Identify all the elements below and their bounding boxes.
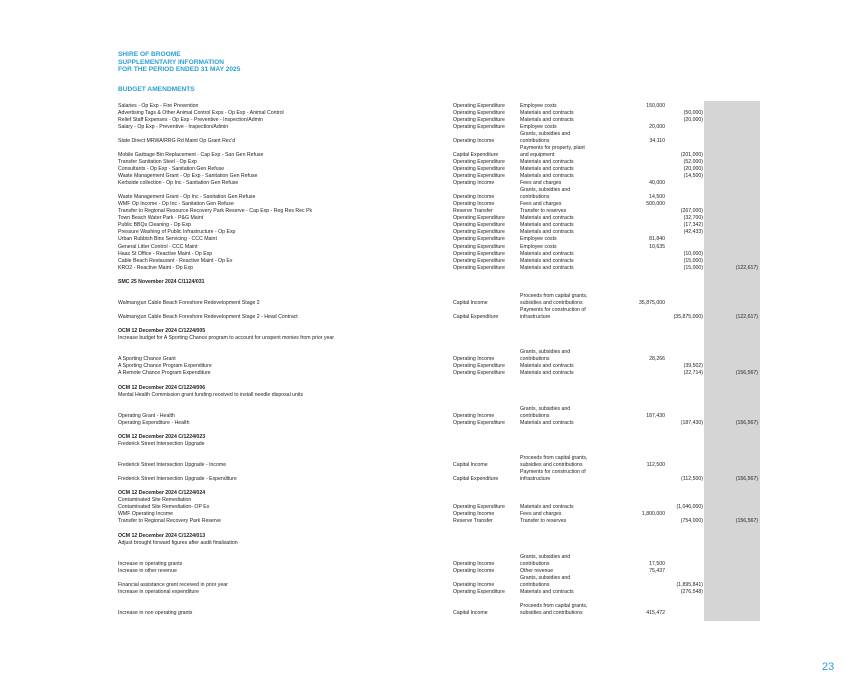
row-classification: Operating Income — [453, 511, 495, 518]
row-running-balance: (156,567) — [735, 370, 758, 377]
row-decrease-amount: (20,000) — [683, 116, 703, 123]
row-category: Materials and contracts — [520, 257, 574, 264]
row-classification: Operating Expenditure — [453, 504, 505, 511]
row-classification: Operating Expenditure — [453, 236, 505, 243]
row-category: infrastructure — [520, 314, 551, 320]
row-classification: Operating Expenditure — [453, 102, 505, 109]
row-classification: Operating Expenditure — [453, 243, 505, 250]
row-category: and equipment — [520, 151, 555, 158]
row-increase-amount: 14,500 — [649, 194, 665, 201]
resolution-heading: OCM 12 December 2024 C/1224/024 — [118, 490, 206, 497]
row-category: Proceeds from capital grants, — [520, 292, 588, 299]
row-increase-amount: 34,110 — [649, 137, 665, 144]
row-description: Operating Expenditure - Health — [118, 419, 190, 426]
row-category: Materials and contracts — [520, 363, 574, 370]
row-category: Materials and contracts — [520, 173, 574, 179]
row-classification: Operating Expenditure — [453, 116, 505, 123]
row-category: contributions — [520, 137, 550, 144]
row-decrease-amount: (754,000) — [680, 518, 703, 525]
row-category: Grants, subsidies and — [520, 553, 571, 560]
row-classification: Capital Expenditure — [453, 151, 499, 158]
row-description: Pressure Washing of Public Infrastructure - Op Exp — [118, 229, 236, 236]
section-title: BUDGET AMENDMENTS — [118, 86, 195, 93]
row-decrease-amount: (14,500) — [683, 173, 703, 179]
row-classification: Operating Income — [453, 201, 495, 208]
row-classification: Reserve Transfer — [453, 208, 493, 215]
row-decrease-amount: (201,000) — [680, 151, 703, 158]
resolution-note: Contaminated Site Remediation — [118, 497, 192, 504]
row-category: Employee costs — [520, 243, 557, 250]
row-category: Fees and charges — [520, 201, 562, 208]
row-decrease-amount: (1,046,000) — [676, 504, 703, 511]
row-increase-amount: 20,000 — [649, 123, 665, 130]
row-decrease-amount: (42,433) — [683, 229, 703, 236]
row-increase-amount: 28,266 — [649, 356, 665, 363]
row-category: Grants, subsidies and — [520, 130, 571, 137]
row-description: Financial assistance grant received in prior year — [118, 581, 228, 588]
row-category: Payments for construction of — [520, 306, 586, 313]
resolution-heading: OCM 12 December 2024 C/1224/006 — [118, 384, 206, 391]
row-category: subsidies and contributions — [520, 462, 583, 469]
row-classification: Operating Expenditure — [453, 250, 505, 257]
row-decrease-amount: (15,000) — [683, 257, 703, 264]
row-running-balance: (122,617) — [735, 314, 758, 320]
row-description: A Sporting Chance Grant — [118, 356, 176, 363]
row-decrease-amount: (15,000) — [683, 264, 703, 271]
row-decrease-amount: (1,895,841) — [676, 581, 703, 588]
row-description: Consultants - Op Exp - Sanitation Gen Refuse — [118, 165, 225, 172]
row-category: Materials and contracts — [520, 222, 574, 229]
row-category: Materials and contracts — [520, 116, 574, 123]
row-category: Transfer to reserves — [520, 518, 567, 525]
row-classification: Operating Expenditure — [453, 370, 505, 377]
row-description: Increase in other revenue — [118, 567, 177, 574]
row-description: A Sporting Chance Program Expenditure — [118, 363, 212, 370]
row-description: Operating Grant - Health — [118, 412, 175, 419]
row-description: Increase in non operating grants — [118, 610, 193, 617]
row-classification: Capital Income — [453, 610, 488, 617]
row-decrease-amount: (276,548) — [680, 588, 703, 595]
row-description: Public BBQs Cleaning - Op Exp — [118, 222, 191, 229]
row-decrease-amount: (52,000) — [683, 158, 703, 165]
row-classification: Operating Income — [453, 581, 495, 588]
row-description: Increase in operating grants — [118, 560, 183, 567]
row-increase-amount: 1,800,000 — [641, 511, 665, 518]
row-category: Materials and contracts — [520, 158, 574, 165]
row-classification: Capital Expenditure — [453, 314, 499, 320]
row-classification: Operating Expenditure — [453, 215, 505, 222]
row-category: subsidies and contributions — [520, 299, 583, 306]
row-description: Advertising Tags & Other Animal Control Exps - Op Exp - Animal Control — [118, 109, 284, 116]
row-increase-amount: 150,000 — [646, 102, 665, 109]
row-decrease-amount: (22,714) — [683, 370, 703, 377]
resolution-note: Adjust brought forward figures after audit finalisation — [118, 539, 238, 546]
resolution-heading: OCM 12 December 2024 C/1224/005 — [118, 328, 206, 335]
row-classification: Operating Expenditure — [453, 165, 505, 172]
row-category: Payments for property, plant — [520, 144, 585, 151]
row-increase-amount: 10,635 — [649, 243, 665, 250]
row-classification: Operating Expenditure — [453, 257, 505, 264]
row-classification: Operating Expenditure — [453, 123, 505, 130]
resolution-heading: SMC 25 November 2024 C/1124/031 — [118, 278, 205, 285]
row-classification: Operating Income — [453, 194, 495, 201]
resolution-heading: OCM 12 December 2024 C/1224/023 — [118, 433, 206, 440]
row-increase-amount: 500,000 — [646, 201, 665, 208]
row-decrease-amount: (187,430) — [680, 419, 703, 426]
row-description: Transfer Sanitation Steel - Op Exp — [118, 158, 197, 165]
row-category: Materials and contracts — [520, 370, 574, 377]
row-classification: Operating Income — [453, 412, 495, 419]
row-increase-amount: 187,430 — [646, 412, 665, 419]
row-category: Proceeds from capital grants, — [520, 603, 588, 610]
row-category: Fees and charges — [520, 180, 562, 187]
resolution-note: Frederick Street Intersection Upgrade — [118, 440, 205, 447]
row-description: Transfer to Regional Resource Recovery Park Reserve - Cap Exp - Reg Res Rec Pk — [118, 208, 313, 215]
row-classification: Operating Expenditure — [453, 109, 505, 116]
balance-column-shading — [704, 101, 760, 621]
row-description: Urban Rubbish Bins Servicing - CCC Maint — [118, 236, 217, 243]
row-decrease-amount: (35,875,000) — [673, 314, 703, 320]
row-category: Grants, subsidies and — [520, 574, 571, 581]
row-decrease-amount: (39,502) — [683, 363, 703, 370]
row-description: Frederick Street Intersection Upgrade - Income — [118, 462, 227, 469]
row-classification: Operating Expenditure — [453, 264, 505, 271]
row-description: Increase in operational expenditure — [118, 588, 200, 595]
row-increase-amount: 35,875,000 — [639, 299, 665, 306]
row-classification: Operating Expenditure — [453, 229, 505, 236]
row-running-balance: (122,617) — [735, 264, 758, 271]
row-description: Contaminated Site Remediation- OP Ex — [118, 504, 210, 511]
row-decrease-amount: (10,000) — [683, 250, 703, 257]
row-category: Materials and contracts — [520, 588, 574, 595]
row-classification: Operating Income — [453, 180, 495, 187]
row-category: subsidies and contributions — [520, 610, 583, 617]
row-increase-amount: 75,437 — [649, 567, 665, 574]
row-description: General Litter Control - CCC Maint — [118, 243, 198, 250]
row-category: contributions — [520, 194, 550, 201]
row-running-balance: (156,567) — [735, 419, 758, 426]
row-running-balance: (156,567) — [735, 476, 758, 483]
row-description: Cable Beach Restaurant - Reactive Maint - Op Ex — [118, 257, 233, 264]
row-decrease-amount: (267,000) — [680, 208, 703, 215]
row-description: Kerbside collection - Op Inc - Sanitation Gen Refuse — [118, 180, 239, 187]
report-period: FOR THE PERIOD ENDED 31 MAY 2025 — [118, 66, 241, 73]
row-classification: Reserve Transfer — [453, 518, 493, 525]
row-classification: Operating Income — [453, 137, 495, 144]
row-increase-amount: 112,500 — [646, 462, 665, 469]
row-increase-amount: 17,500 — [649, 560, 665, 567]
row-description: Waste Management Grant - Op Inc - Sanitation Gen Refuse — [118, 194, 256, 201]
row-category: Employee costs — [520, 123, 557, 130]
row-category: Materials and contracts — [520, 229, 574, 236]
row-category: Fees and charges — [520, 511, 562, 518]
row-category: infrastructure — [520, 476, 551, 483]
row-increase-amount: 81,840 — [649, 236, 665, 243]
page-number: 23 — [822, 661, 835, 673]
row-decrease-amount: (17,342) — [683, 222, 703, 229]
row-category: Grants, subsidies and — [520, 187, 571, 194]
report-title: SUPPLEMENTARY INFORMATION — [118, 58, 224, 66]
row-classification: Operating Income — [453, 560, 495, 567]
row-category: contributions — [520, 560, 550, 567]
row-description: State Direct MRWA/RRG Rd Maint Op Grant Rec'd — [118, 137, 236, 144]
row-classification: Operating Income — [453, 567, 495, 574]
row-description: KRO2 - Reactive Maint - Op Exp — [118, 264, 193, 271]
row-category: Materials and contracts — [520, 504, 574, 511]
row-category: Transfer to reserves — [520, 208, 567, 215]
row-classification: Operating Expenditure — [453, 419, 505, 426]
row-category: Materials and contracts — [520, 215, 574, 222]
row-category: Payments for construction of — [520, 469, 586, 476]
row-category: contributions — [520, 581, 550, 588]
row-classification: Operating Expenditure — [453, 173, 505, 179]
row-description: Waste Management Grant - Op Exp - Sanitation Gen Refuse — [118, 173, 258, 179]
row-classification: Capital Income — [453, 462, 488, 469]
row-classification: Operating Expenditure — [453, 588, 505, 595]
row-classification: Operating Income — [453, 356, 495, 363]
row-decrease-amount: (20,000) — [683, 165, 703, 172]
row-description: Mobile Garbage Bin Replacement - Cap Exp - San Gen Refuse — [118, 151, 264, 158]
row-classification: Capital Income — [453, 299, 488, 306]
row-description: Town Beach Water Park - P&G Maint — [118, 215, 204, 222]
row-classification: Capital Expenditure — [453, 476, 499, 483]
row-description: Walmanyjun Cable Beach Foreshore Redevelopment Stage 2 - Head Contract — [118, 314, 298, 320]
row-increase-amount: 40,000 — [649, 180, 665, 187]
row-decrease-amount: (32,700) — [683, 215, 703, 222]
row-category: Grants, subsidies and — [520, 405, 571, 412]
row-category: Grants, subsidies and — [520, 349, 571, 356]
row-category: Materials and contracts — [520, 165, 574, 172]
row-category: Employee costs — [520, 236, 557, 243]
row-description: A Remote Chance Program Expenditure — [118, 370, 211, 377]
row-classification: Operating Expenditure — [453, 363, 505, 370]
row-category: contributions — [520, 356, 550, 363]
row-classification: Operating Expenditure — [453, 158, 505, 165]
row-increase-amount: 415,472 — [646, 610, 665, 617]
resolution-note: Mental Health Commission grant funding received to install needle disposal units — [118, 391, 304, 398]
row-category: Materials and contracts — [520, 419, 574, 426]
row-description: Frederick Street Intersection Upgrade - Expenditure — [118, 476, 237, 483]
row-decrease-amount: (50,000) — [683, 109, 703, 116]
row-category: Employee costs — [520, 102, 557, 109]
row-decrease-amount: (112,500) — [681, 476, 703, 483]
row-category: Materials and contracts — [520, 109, 574, 116]
row-category: Other revenue — [520, 567, 554, 574]
row-category: Materials and contracts — [520, 250, 574, 257]
row-category: Materials and contracts — [520, 264, 574, 271]
row-description: WMF Op Income - Op Inc - Sanitation Gen Refuse — [118, 201, 234, 208]
row-category: contributions — [520, 412, 550, 419]
resolution-heading: OCM 12 December 2024 C/1224/013 — [118, 532, 206, 539]
row-classification: Operating Expenditure — [453, 222, 505, 229]
row-description: WMF Operating Income — [118, 511, 174, 518]
row-description: Salary - Op Exp - Preventive - Inspection/Admin — [118, 123, 229, 130]
row-description: Haas St Office - Reactive Maint - Op Exp — [118, 250, 213, 257]
row-description: Walmanyjun Cable Beach Foreshore Redevelopment Stage 2 — [118, 299, 260, 306]
row-description: Salaries - Op Exp - Fire Prevention — [118, 102, 199, 109]
row-description: Transfer to Regional Recovery Park Reserve — [118, 518, 222, 525]
resolution-note: Increase budget for A Sporting Chance program to account for unspent monies from prior year — [118, 335, 334, 342]
row-description: Relief Staff Expenses - Op Exp - Preventive - Inspection/Admin — [118, 116, 263, 123]
row-running-balance: (156,567) — [735, 518, 758, 525]
org-name: SHIRE OF BROOME — [118, 51, 181, 58]
row-category: Proceeds from capital grants, — [520, 455, 588, 461]
